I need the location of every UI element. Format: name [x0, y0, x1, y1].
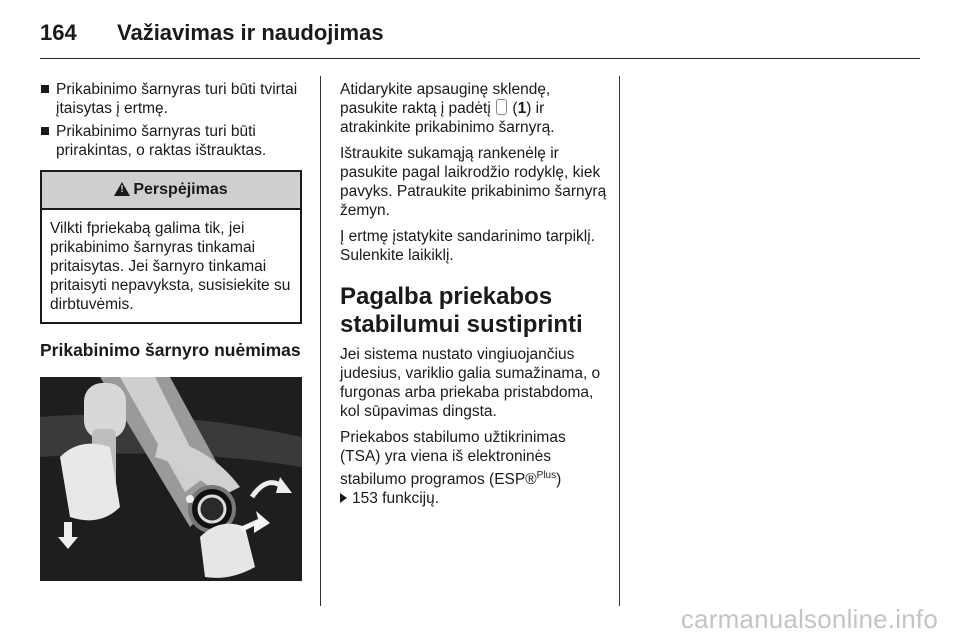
middle-column: [340, 80, 608, 515]
list-item-text: Prikabinimo šarnyras turi būti tvirtai įtaisytas į ertmę.: [56, 81, 298, 117]
page-number: 164: [40, 20, 77, 45]
towbar-removal-illustration: [40, 377, 302, 581]
paragraph: Į ertmę įstatykite sandarinimo tarpiklį. Sulenkite laikiklį.: [340, 228, 595, 264]
subheading: Prikabinimo šarnyro nuėmimas: [40, 340, 301, 360]
paragraph: Jei sistema nustato vingiuojančius judesius, variklio galia sumažinama, o furgonas arba priekaba pristabdoma, kol sūpavimas dingsta.: [340, 346, 601, 420]
cross-reference-arrow-icon: [340, 493, 347, 503]
bullet-square-icon: [41, 85, 49, 93]
left-column: [40, 80, 302, 581]
warning-text: Vilkti fpriekabą galima tik, jei prikabinimo šarnyras tinkamai pritaisytas. Jei šarnyro tinkamai pritaisyti nepavyksta, susisiekite su dirbtuvėmis.: [50, 220, 291, 313]
section-heading: Pagalba priekabos stabilumui sustiprinti: [340, 283, 583, 338]
page-reference-link[interactable]: 153 funkcijų.: [352, 490, 440, 508]
column-divider-left: [320, 76, 321, 606]
list-item: [40, 122, 302, 160]
warning-triangle-icon: [114, 182, 130, 196]
warning-box: [40, 170, 302, 324]
watermark: carmanualsonline.info: [680, 604, 938, 634]
paragraph: Priekabos stabilumo užtikrinimas (TSA) yra viena iš elektroninės stabilumo programos (ESP®$^{Plus}$) 153 funkcijų.: [340, 429, 566, 508]
list-item: [40, 80, 302, 118]
key-position-icon: [496, 99, 507, 115]
warning-header: [42, 172, 300, 210]
page-title: Važiavimas ir naudojimas: [117, 20, 384, 45]
warning-heading: Perspėjimas: [133, 181, 228, 198]
list-item-text: Prikabinimo šarnyras turi būti prirakintas, o raktas ištrauktas.: [56, 123, 267, 159]
paragraph: Ištraukite sukamąją rankenėlę ir pasukite pagal laikrodžio rodyklę, kiek pavyks. Patraukite prikabinimo šarnyrą žemyn.: [340, 145, 607, 219]
paragraph: Atidarykite apsauginę sklendę, pasukite raktą į padėtį (1) ir atrakinkite prikabinimo šarnyrą.: [340, 81, 555, 136]
column-divider-right: [619, 76, 620, 606]
bullet-square-icon: [41, 127, 49, 135]
page-header: [40, 14, 920, 59]
